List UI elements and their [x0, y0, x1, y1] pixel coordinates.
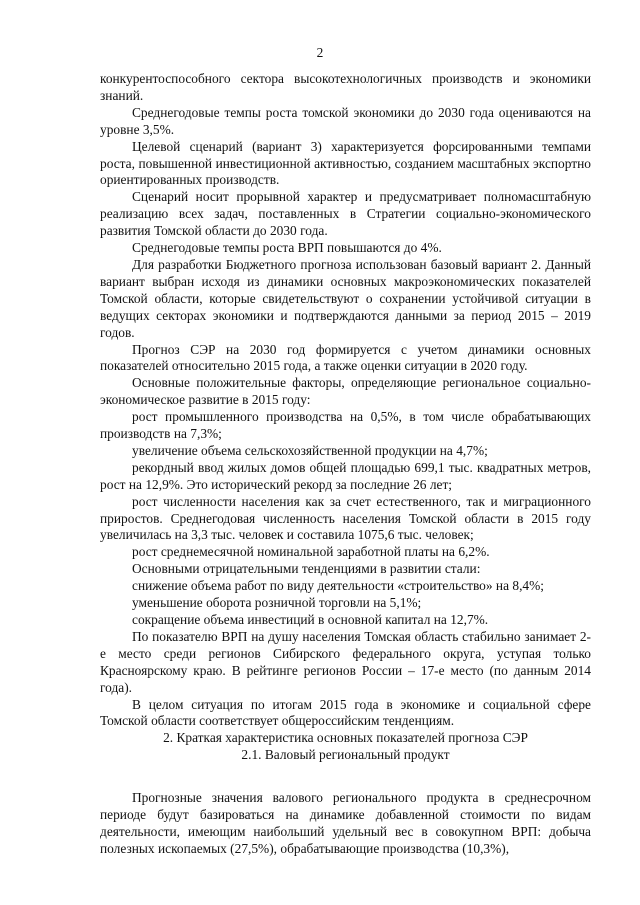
list-item-agriculture: увеличение объема сельскохозяйственной продукции на 4,7%;: [132, 442, 488, 458]
list-item-investment: сокращение объема инвестиций в основной капитал на 12,7%.: [132, 612, 489, 627]
paragraph-target-scenario: Целевой сценарий (вариант 3) характеризуется форсированными темпами роста, повышенной инвестиционной активностью, созданием масштабных экспортно ориентированных производств.: [100, 138, 591, 188]
document-body: [100, 71, 591, 858]
paragraph-grp-growth: Среднегодовые темпы роста ВРП повышаются до 4%.: [132, 240, 442, 256]
paragraph-breakthrough: Сценарий носит прорывной характер и предусматривает полномасштабную реализацию всех задач, поставленных в Стратегии социально-экономического развития Томской области до 2030 года.: [100, 189, 591, 239]
paragraph-grp-forecast: Прогнозные значения валового регионального продукта в среднесрочном периоде будут базироваться на динамике добавленной стоимости по видам деятельности, имеющим наибольший удельный вес в совокупном ВРП: добыча полезных ископаемых (27,5%), обрабатывающие производства (10,3%),: [100, 790, 591, 856]
list-item-industry: рост промышленного производства на 0,5%, в том числе обрабатывающих производств на 7,3%;: [100, 409, 591, 442]
paragraph-continuation: конкурентоспособного сектора высокотехнологичных производств и экономики знаний.: [100, 71, 591, 103]
list-item-housing: рекордный ввод жилых домов общей площадью 699,1 тыс. квадратных метров, рост на 12,9%. Это исторический рекорд за последние 26 лет;: [100, 459, 591, 492]
paragraph-summary: В целом ситуация по итогам 2015 года в экономике и социальной сфере Томской области соответствует общероссийским тенденциям.: [100, 696, 591, 729]
paragraph-positive-factors: Основные положительные факторы, определяющие региональное социально-экономическое развитие в 2015 году:: [100, 375, 591, 408]
list-item-population: рост численности населения как за счет естественного, так и миграционного приростов. Среднегодовая численность населения Томской области в 2015 году увеличилась на 3,3 тыс. человек и составила 1075,6 тыс. человек;: [100, 493, 591, 543]
paragraph-forecast-2030: Прогноз СЭР на 2030 год формируется с учетом динамики основных показателей относительно 2015 года, а также оценки ситуации в 2020 году.: [100, 341, 591, 374]
paragraph-negative-trends: Основными отрицательными тенденциями в развитии стали:: [132, 561, 481, 577]
list-item-retail: уменьшение оборота розничной торговли на 5,1%;: [132, 595, 422, 611]
subsection-heading: 2.1. Валовый региональный продукт: [241, 747, 450, 763]
list-item-wages: рост среднемесячной номинальной заработной платы на 6,2%.: [132, 544, 490, 560]
section-heading: 2. Краткая характеристика основных показателей прогноза СЭР: [163, 730, 528, 746]
page-number: 2: [316, 45, 324, 60]
paragraph-grp-per-capita: По показателю ВРП на душу населения Томская область стабильно занимает 2-е место среди регионов Сибирского федерального округа, уступая только Красноярскому краю. В рейтинге регионов России – 17-е место (по данным 2014 года).: [100, 628, 591, 695]
list-item-construction: снижение объема работ по виду деятельности «строительство» на 8,4%;: [132, 578, 544, 594]
paragraph-budget-forecast: Для разработки Бюджетного прогноза использован базовый вариант 2. Данный вариант выбран исходя из динамики основных макроэкономических показателей Томской области, которые свидетельствуют о сохранении устойчивой ситуации в ведущих секторах экономики и подтверждаются данными за период 2015 – 2019 годов.: [100, 256, 591, 340]
paragraph-growth-rate: Среднегодовые темпы роста томской экономики до 2030 года оцениваются на уровне 3,5%.: [100, 104, 591, 137]
